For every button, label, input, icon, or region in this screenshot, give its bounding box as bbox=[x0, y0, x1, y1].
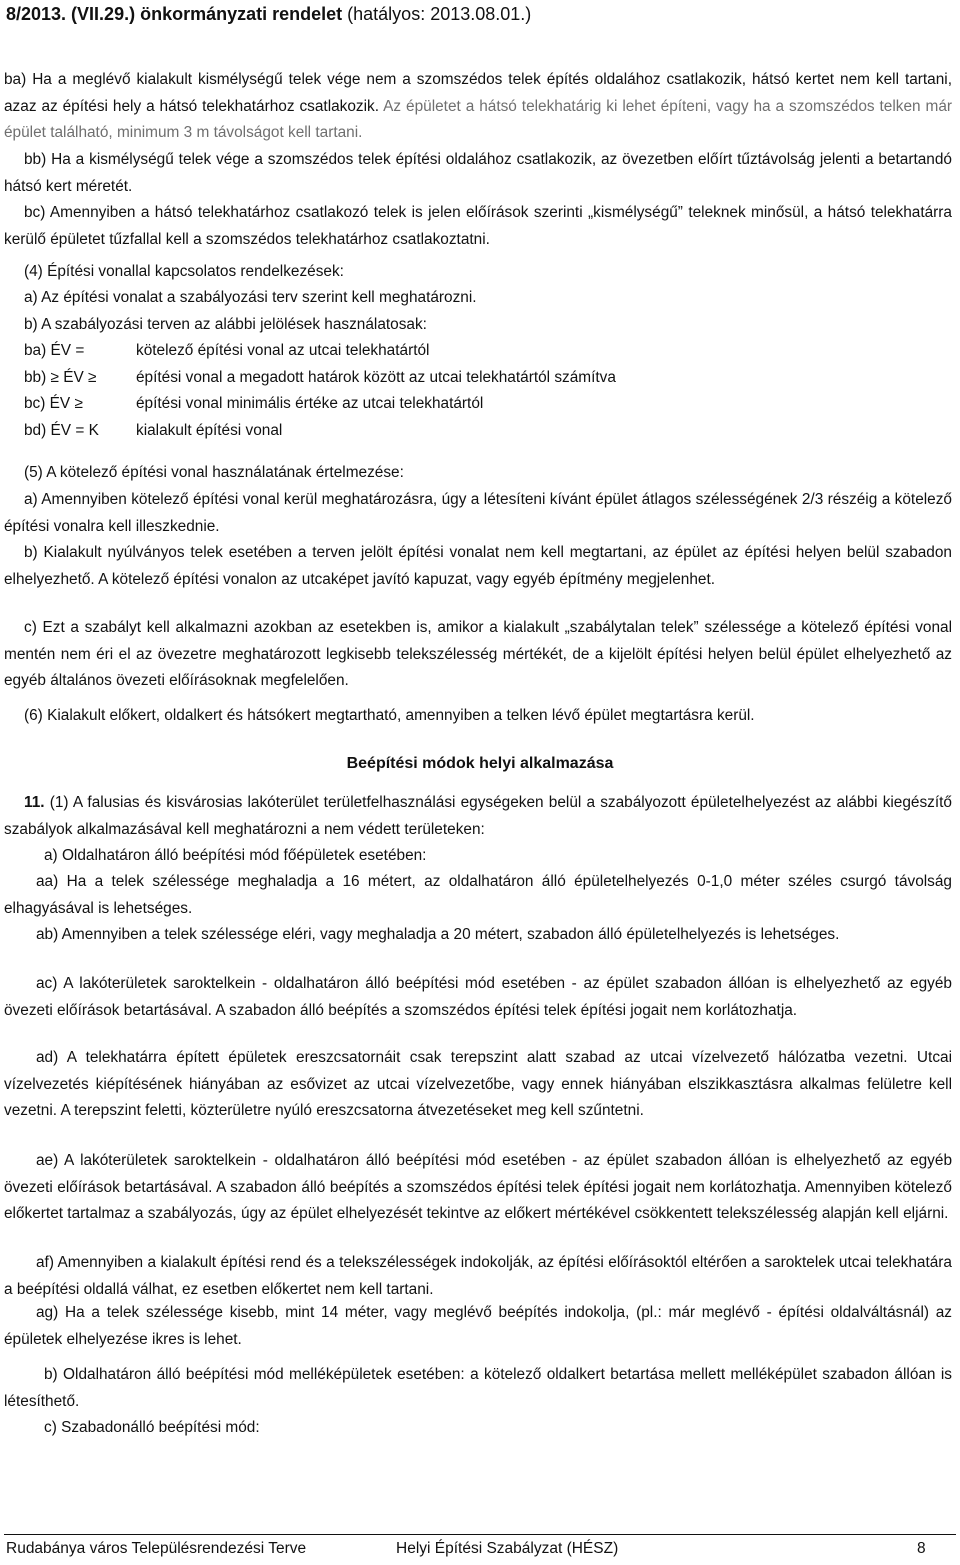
section-number: 11. bbox=[24, 794, 45, 811]
section-5-title: (5) A kötelező építési vonal használatának értelmezése: bbox=[24, 464, 404, 481]
section-11-intro bbox=[4, 790, 952, 843]
definition-value: építési vonal a megadott határok között az utcai telekhatártól számítva bbox=[136, 368, 616, 386]
definition-item bbox=[24, 365, 616, 392]
definition-value: építési vonal minimális értéke az utcai telekhatártól bbox=[136, 395, 484, 412]
definition-key: bb) ≥ ÉV ≥ bbox=[24, 368, 97, 386]
section-5-c: c) Ezt a szabályt kell alkalmazni azokban az esetekben is, amikor a kialakult „szabálytalan telek” szélessége a kötelező építési vonal mentén nem éri el az övezetre meghatározott legkisebb telekszélesség mértékét, de a kijelölt építési helyen belül épület elhelyezhető az egyéb általános övezeti előírásoknak megfelelően. bbox=[4, 619, 952, 689]
section-11-ac: ac) A lakóterületek saroktelkein - oldalhatáron álló beépítési mód esetében - az épület szabadon állóan is elhelyezhető az egyéb övezeti előírások betartásával. A szabadon álló beépítés a szomszédos építési telek építési jogait nem korlátozhatja. bbox=[4, 975, 952, 1019]
document-header bbox=[6, 4, 531, 25]
section-heading: Beépítési módok helyi alkalmazása bbox=[346, 755, 614, 772]
definition-value: kialakult építési vonal bbox=[136, 421, 283, 439]
definition-item bbox=[24, 418, 616, 445]
paragraph-bc: bc) Amennyiben a hátsó telekhatárhoz csatlakozó telek is jelen előírások szerinti „kismélységű” teleknek minősül, a hátsó telekhatárra kerülő épületet tűzfallal kell a szomszédos telekhatárhoz csatlakoztatni. bbox=[4, 204, 952, 248]
definition-key: ba) ÉV = bbox=[24, 342, 85, 359]
definition-key: bd) ÉV = K bbox=[24, 421, 99, 439]
validity-note: (hatályos: 2013.08.01.) bbox=[347, 4, 532, 24]
section-4-b: b) A szabályozási terven az alábbi jelölések használatosak: bbox=[24, 316, 427, 333]
definition-item bbox=[24, 391, 616, 418]
section-4-a: a) Az építési vonalat a szabályozási terv szerint kell meghatározni. bbox=[24, 289, 477, 306]
footer-divider bbox=[4, 1534, 956, 1535]
regulation-title: 8/2013. (VII.29.) önkormányzati rendelet bbox=[6, 4, 343, 24]
section-11-ag: ag) Ha a telek szélessége kisebb, mint 14 méter, vagy meglévő beépítés indokolja, (pl.: már meglévő - építési oldalváltásnál) az épületek elhelyezése ikres is lehet. bbox=[4, 1304, 952, 1348]
section-4-title: (4) Építési vonallal kapcsolatos rendelkezések: bbox=[24, 263, 344, 280]
section-5-a: a) Amennyiben kötelező építési vonal kerül meghatározásra, úgy a létesíteni kívánt épület átlagos szélességének 2/3 részéig a kötelező építési vonalra kell illeszkednie. bbox=[4, 491, 952, 535]
section-6: (6) Kialakult előkert, oldalkert és hátsókert megtartható, amennyiben a telken lévő épület megtartásra kerül. bbox=[24, 707, 755, 724]
section-11-a: a) Oldalhatáron álló beépítési mód főépületek esetében: bbox=[44, 847, 427, 864]
section-5-b: b) Kialakult nyúlványos telek esetében a terven jelölt építési vonalat nem kell megtartani, az épület az építési helyen belül szabadon elhelyezhető. A kötelező építési vonalon az utcaképet javító kapuzat, vagy egyéb építmény megjelenhet. bbox=[4, 544, 952, 588]
definition-key: bc) ÉV ≥ bbox=[24, 395, 83, 412]
footer-left: Rudabánya város Településrendezési Terve bbox=[6, 1540, 307, 1557]
footer-center: Helyi Építési Szabályzat (HÉSZ) bbox=[396, 1540, 619, 1557]
section-11-intro-text: (1) A falusias és kisvárosias lakóterület területfelhasználási egységeken belül a szabályozott épületelhelyezést az alábbi kiegészítő szabályok alkalmazásával kell meghatározni a nem védett területeken: bbox=[4, 794, 952, 838]
section-11-ad: ad) A telekhatárra épített épületek ereszcsatornáit csak terepszint alatt szabad az utcai vízelvezető hálózatba vezetni. Utcai vízelvezetés kiépítésének hiányában az esővizet az utcai vízelvezetőbe, vagy ennek hiányában elszikkasztásra alkalmas felületre kell vezetni. A terepszint feletti, közterületre nyúló ereszcsatorna átvezetéseket meg kell szűntetni. bbox=[4, 1049, 952, 1119]
paragraph-ba bbox=[4, 67, 952, 147]
section-11-c: c) Szabadonálló beépítési mód: bbox=[44, 1419, 260, 1436]
paragraph-ba-text: ba) Ha a meglévő kialakult kismélységű telek vége nem a szomszédos telek építés oldalához csatlakozik, hátsó kertet nem kell tartani, azaz az építési hely a hátsó telekhatárhoz csatlakozik. bbox=[4, 71, 952, 115]
paragraph-ba-gray-text: Az épületet a hátsó telekhatárig ki lehet építeni, vagy ha a szomszédos telken már épület található, minimum 3 m távolságot kell tartani. bbox=[4, 97, 953, 141]
section-11-ab: ab) Amennyiben a telek szélessége eléri, vagy meghaladja a 20 métert, szabadon álló épületelhelyezés is lehetséges. bbox=[36, 926, 840, 943]
definition-list bbox=[24, 338, 616, 444]
section-11-b: b) Oldalhatáron álló beépítési mód melléképületek esetében: a kötelező oldalkert betartása mellett melléképület szabadon állóan is létesíthető. bbox=[4, 1366, 952, 1410]
section-11-aa: aa) Ha a telek szélessége meghaladja a 16 métert, az oldalhatáron álló épületelhelyezés 0-1,0 méter széles csurgó távolság elhagyásával is lehetséges. bbox=[4, 873, 952, 917]
section-11-ae: ae) A lakóterületek saroktelkein - oldalhatáron álló beépítési mód esetében - az épület szabadon állóan is elhelyezhető az egyéb övezeti előírások betartásával. A szabadon álló beépítés a szomszédos építési telek építési jogait nem korlátozhatja. Amennyiben kötelező előkertet tartalmaz a szabályozás, úgy az épület elhelyezését tekintve az előkert mértékével csökkentett telekszélesség alapján kell eljárni. bbox=[4, 1152, 952, 1222]
definition-item bbox=[24, 338, 616, 365]
definition-value: kötelező építési vonal az utcai telekhatártól bbox=[136, 342, 430, 359]
page-number: 8 bbox=[917, 1540, 926, 1557]
paragraph-bb: bb) Ha a kismélységű telek vége a szomszédos telek építési oldalához csatlakozik, az övezetben előírt tűztávolság jelenti a betartandó hátsó kert méretét. bbox=[4, 151, 952, 195]
section-11-af: af) Amennyiben a kialakult építési rend és a telekszélességek indokolják, az építési előírásoktól eltérően a saroktelek utcai telekhatára a beépítési oldallá válhat, ez esetben előkertet nem kell tartani. bbox=[4, 1254, 952, 1298]
